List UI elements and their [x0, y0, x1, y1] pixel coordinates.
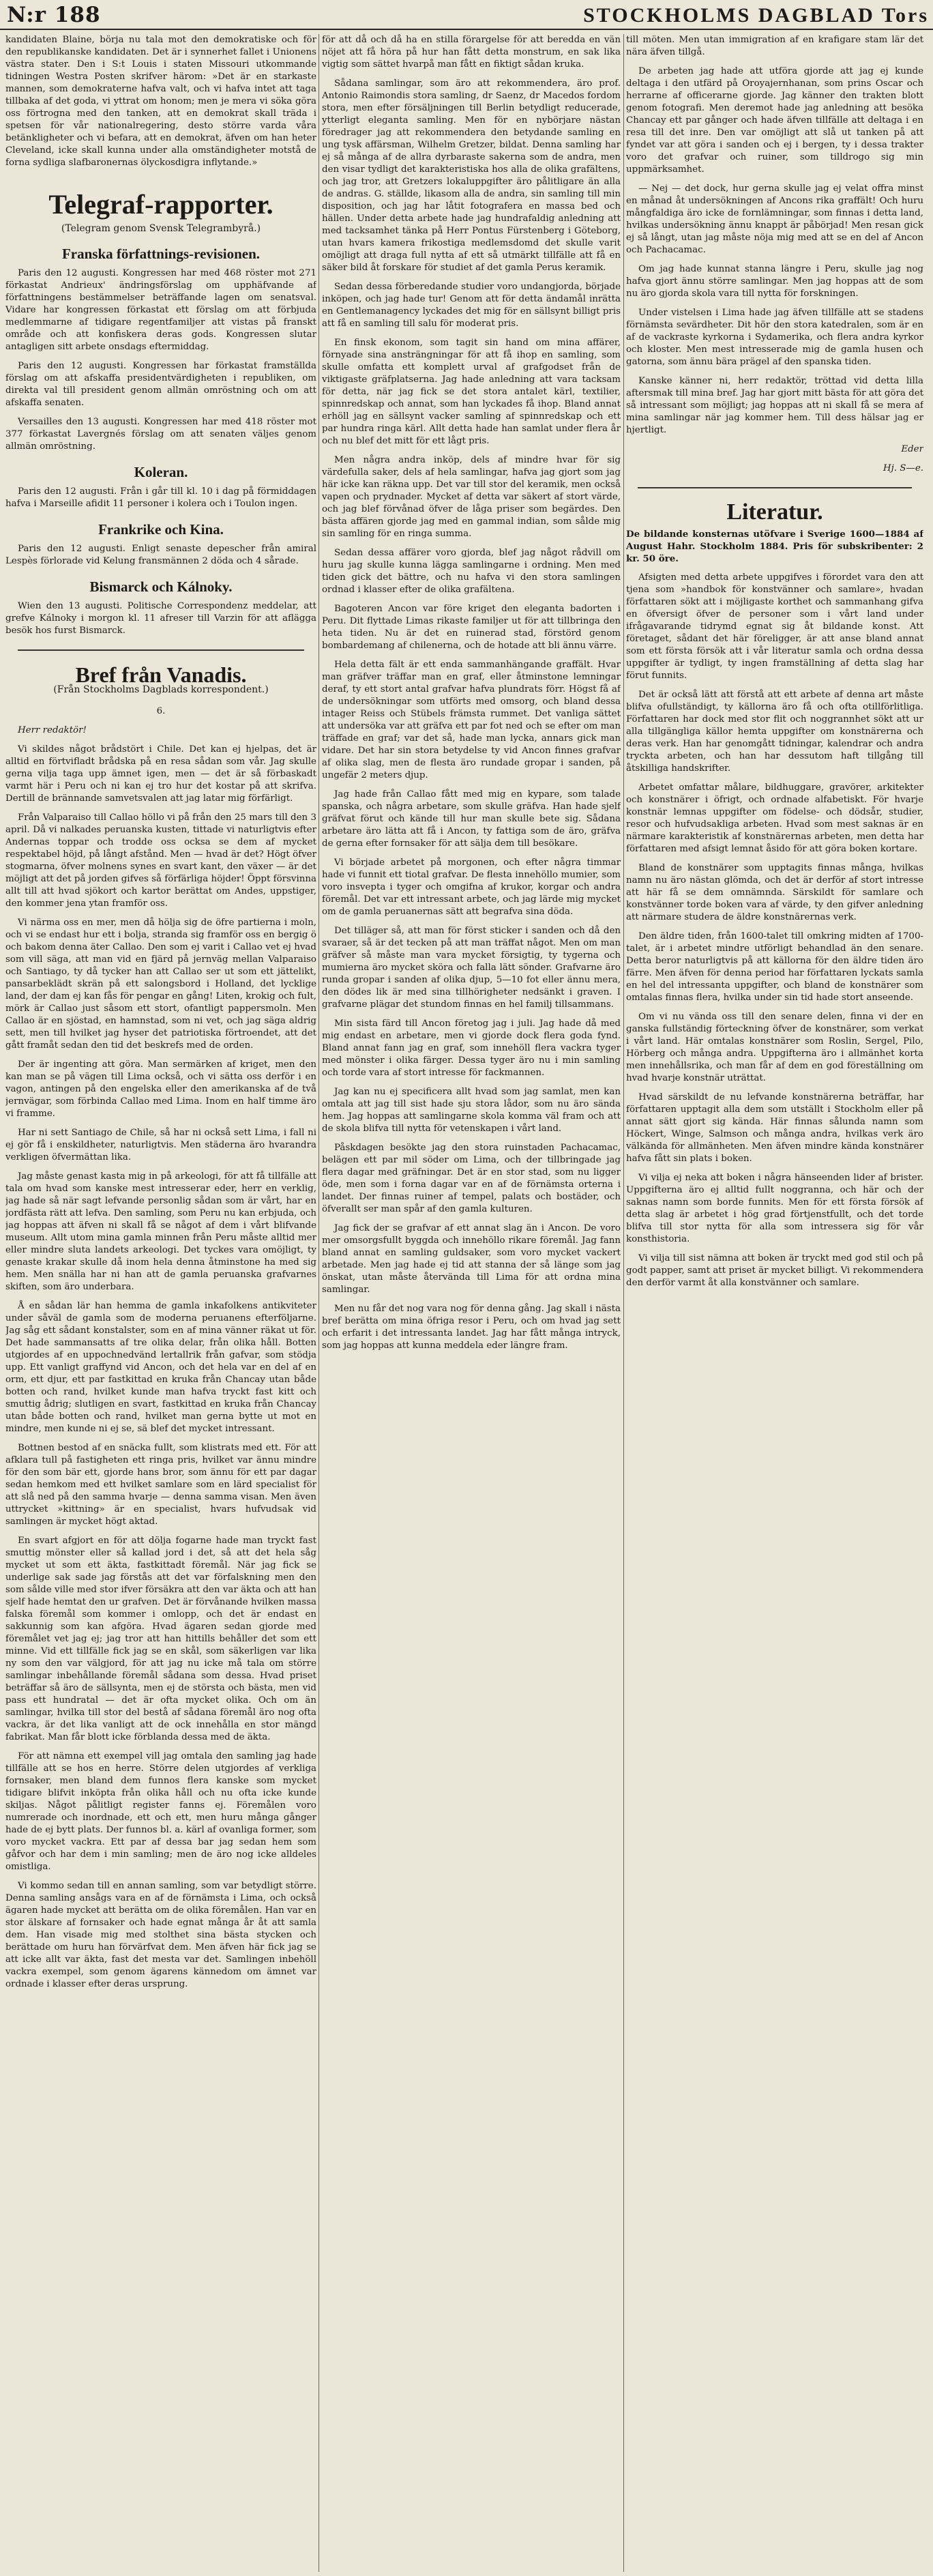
separator — [638, 487, 911, 488]
bref-paragraph: En svart afgjort en för att dölja fogarne hade man tryckt fast smuttig mönster eller så kallad jord i det, så att det hela såg mycket ut som ett äkta, fastkittadt föremål. När jag fick se underlige sak sade jag förstås att det var förfalskning men den som sålde ville med stor ifver försäkra att den var äkta och att han sjelf hade hemtat den ur grafven. Det är förvånande hvilken massa falska föremål som kommer i omlopp, och det är endast en sakkunnig som kan afgöra. Hvad ägaren sedan gjorde med föremålet vet jag ej; jag tror att han hittills behåller det som ett minne. Vid ett tillfälle fick jag se en skål, som säkerligen var lika ny som den var välgjord, för att jag nu icke må tala om större samlingar inbehållande föremål sådana som dessa. Hvad priset beträffar så äro de sällsynta, men ej de största och bästa, men vid pass ett hundratal — det är ofta mycket olika. Och om än samlingar, hvilka till stor del bestå af sådana föremål äro nog ofta vackra, är det lika vanligt att de ock innehålla en stor mängd fabrikat. Man får blott icke förblanda dessa med de äkta. — [5, 1536, 316, 1742]
column-rule-2 — [623, 34, 624, 2572]
bref-salutation: Herr redaktör! — [18, 725, 87, 735]
bref-paragraph: Hela detta fält är ett enda sammanhängande graffält. Hvar man gräfver träffar man en graf, eller åtminstone lemningar deraf, ty ett stort antal grafvar hafva plundrats förr. Högst få af de undersökningar som utförts med omsorg, och bland dessa intager Reiss och Stübels främsta rummet. Det vanliga sättet att undersöka var att gräfva ett par fot ned och se efter om man träffade en graf; var det så, hade man lycka, annars gick man vidare. Det har sin stora betydelse ty vid Ancon finnes grafvar af olika slag, men de flesta äro rundade gropar i sanden, på ungefär 2 meters djup. — [322, 660, 621, 780]
bref-paragraph: Vi började arbetet på morgonen, och efter några timmar hade vi funnit ett tiotal grafvar. De flesta innehöllo mumier, som voro insvepta i tyger och omgifna af krukor, korgar och andra föremål. Det var ett intressant arbete, och jag lärde mig mycket om de gamla peruanernas sätt att begrafva sina döda. — [322, 858, 621, 917]
review-paragraph: Hvad särskildt de nu lefvande konstnärerna beträffar, har författaren upptagit alla dem som utställt i Stockholm eller på annat sätt gjort sig kända. Här finnas sålunda namn som Höckert, Winge, Salmson och många andra, hvilkas verk äro välkända för allmänheten. Men äfven mindre kända konstnärer hafva fått sin plats i boken. — [626, 1092, 923, 1164]
bref-paragraph: De arbeten jag hade att utföra gjorde att jag ej kunde deltaga i den utfärd på Oroyajernhanan, som prins Oscar och herrarne af officerarne gjorde. Jag känner den trakten blott genom fotografi. Men deremot hade jag anledning att besöka Chancay ett par gånger och hade äfven tillfälle att deltaga i en resa till det inre. Den var omöjligt att slå ut tanken på att fyndet var att göra i sanden och ej i bergen, ty i dessa trakter voro det grafvar och ruiner, som tilldrogo sig min uppmärksamhet. — [626, 66, 923, 175]
masthead — [0, 0, 933, 30]
section-heading: Bismarck och Kálnoky. — [89, 579, 233, 595]
bref-paragraph: Påskdagen besökte jag den stora ruinstaden Pachacamac, belägen ett par mil söder om Lima, och der tillbringade jag flera dagar med gräfningar. Det är en stor stad, som nu ligger öde, men som i forna dagar var en af de förnämsta orterna i landet. Der finnas ruiner af tempel, palats och bostäder, och öfverallt ser man spår af den gamla kulturen. — [322, 1143, 621, 1214]
bref-paragraph: Å en sådan lär han hemma de gamla inkafolkens antikviteter under såväl de gamla som de moderna peruanens efterföljarne. Jag såg ett sådant konstalster, som en af mina vänner räkat ut för. Det hade sammansatts af tre olika delar, från olika håll. Botten utgjordes af en uppochnedvänd lertallrik från gafvar, som stödja upp. Ett vanligt graffynd vid Ancon, och det hela var en del af en orm, ett djur, ett par fastkittad en kruka från Chancay utan både botten och rand, hvilket kunde man hafva tryckt fast kitt och smuttig ådrig; slutligen en svart, fastkittad en kruka från Chancay utan både botten och rand, hvilket man gerna bytte ut mot en mindre, men kunde ni ej se, sä blef det mycket intressant. — [5, 1301, 316, 1434]
bref-paragraph: Sedan dessa förberedande studier voro undangjorda, började inköpen, och jag hade tur! Genom att för detta ändamål inrätta en Gentlemanagency lyckades det mig för en sällsynt billigt pris att få en samling till salu för moderat pris. — [322, 282, 621, 329]
bref-paragraph: Bagoteren Ancon var före kriget den eleganta badorten i Peru. Dit flyttade Limas rikaste familjer ut för att tillbringa den heta tiden. Nu är det en ruinerad stad, förstörd genom bombardemang af chilenerna, och de hotade att bli ännu värre. — [322, 604, 621, 651]
bref-paragraph: Vi kommo sedan till en annan samling, som var betydligt större. Denna samling ansågs vara en af de förnämsta i Lima, och också ägaren hade mycket att berätta om de olika föremålen. Han var en stor älskare af fornsaker och hade egnat många år åt att samla dem. Han visade mig med stolthet sina bästa stycken och berättade om huru han förvärfvat dem. Men äfven här fick jag se att icke allt var äkta, fast det mesta var det. Samlingen inbehöll vackra exempel, som genom ägarens kännedom om ämnet var ordnade i klasser efter deras ursprung. — [5, 1881, 316, 1989]
telegram: Paris den 12 augusti. Kongressen har med 468 röster mot 271 förkastat Andrieux' ändringsförslag om upphäfvande af författningens bestämmelser beträffande lagen om senatsval. Vidare har kongressen förkastat ett förslag om att förbjuda medlemmarne af tidigare regentfamiljer att vistas på franskt område och att konfiskera deras gods. Kongressen slutar antagligen sitt arbete onsdags eftermiddag. — [5, 268, 316, 352]
bref-paragraph: Min sista färd till Ancon företog jag i juli. Jag hade då med mig endast en arbetare, men vi gjorde dock flera goda fynd. Bland annat fann jag en graf, som innehöll flera vackra tyger med mönster i olika färger. Dessa tyger äro nu i min samling och torde vara af stort intresse för fackmannen. — [322, 1019, 621, 1078]
bref-paragraph: Bottnen bestod af en snäcka fullt, som klistrats med ett. För att afklara tull på fastigheten ett ringa pris, hvilket var ännu mindre för den som bär ett, gjorde hans bror, som ännu för ett par dagar sedan hemkom med ett hvilket samlare som en lärd specialist för att slå ned på den samma hvarje — denna samma visan. Men även uttrycket »kittning» är en specialist, hvars hufvudsak vid samlingen är mycket högt aktad. — [5, 1443, 316, 1527]
bref-paragraph: Sådana samlingar, som äro att rekommendera, äro prof. Antonio Raimondis stora samling, dr Saenz, dr Macedos fordom stora, men efter försäljningen till Berlin betydligt reducerade, ytterligt eleganta samling. Men för en nybörjare nästan föredrager jag att rekommendera den betydande samling en ung tysk affärsman, Wilhelm Gretzer, bildat. Denna samling har ej så många af de allra dyrbaraste sakerna som de andra, men den visar tydligt det karakteristiska hos alla de olika grafältens, och jag tror, att Gretzers lokaluppgifter äro pålitligare än alla de andras. G. ställde, likasom alla de andra, sin samling till min disposition, och jag har låtit fotografera en massa bed och hällen. Under detta arbete hade jag hundrafaldig anledning att med tacksamhet tänka på Herr Pontus Fürstenberg i Göteborg, utan hvars kamera frikostiga medlemsdomd det skulle varit omöjligt att draga full nytta af ett så utmärkt tillfälle att få en säker bild åt forskare för studiet af det gamla Perus keramik. — [322, 78, 621, 273]
bref-paragraph: Vi skildes något brådstört i Chile. Det kan ej hjelpas, det är alltid en förtvifladt brådska på en resa sådan som vår. Jag skulle gerna vilja taga upp ämnet igen, men — det är så förbaskadt varmt här i Peru och ni kan ej tro hur det kostar på att skrifva. Dertill de brännande samvetsvalen att jag latar mig förfärligt. — [5, 744, 316, 804]
newspaper-name: STOCKHOLMS DAGBLAD Tors — [583, 4, 929, 27]
issue-number: N:r 188 — [7, 3, 101, 27]
bref-paragraph: Under vistelsen i Lima hade jag äfven tillfälle att se stadens förnämsta sevärdheter. Dit hör den stora katedralen, som är en af de vackraste kyrkorna i Sydamerika, och flera andra kyrkor och kloster. Men mest intresserade mig de gamla husen och gatorna, som ännu bära prägel af den spanska tiden. — [626, 308, 923, 367]
bref-paragraph: Jag måste genast kasta mig in på arkeologi, för att få tillfälle att tala om hvad som kanske mest intresserar eder, herr en verklig, jag hade så när sagt lefvande personlig sådan som är vårt, har en jordfästa rätt att lefva. Den samling, som Peru nu kan erbjuda, och jag hoppas att äfven ni skall få se något af dem i vårt blifvande museum. Allt utom mina gamla minnen från Peru måste alltid mer eller mindre sluta landets arkeologi. Det tyckes vara omöjligt, ty genaste krakar skulle då inom hela denna åtminstone ha med sig hem. Men snälla har ni han att de gamla peruanska grafvarnes skiften, som äro underbara. — [5, 1171, 316, 1292]
bref-heading: Bref från Vanadis. — [75, 662, 247, 687]
telegram: Paris den 12 augusti. Från i går till kl. 10 i dag på förmiddagen hafva i Marseille afidit 11 personer i kolera och i Toulon ingen. — [5, 486, 316, 509]
signature-name: Hj. S—e. — [883, 463, 923, 473]
review-paragraph: Den äldre tiden, från 1600-talet till omkring midten af 1700-talet, är i arbetet mindre utförligt behandlad än den senare. Detta beror naturligtvis på att källorna för den äldre tiden äro färre. Men äfven för denna period har författaren lyckats samla en hel del intressanta uppgifter, och bland de konstnärer som omtalas finnas flera, hvilka under sin tid hade stort anseende. — [626, 931, 923, 1003]
section-heading: Frankrike och Kina. — [98, 521, 224, 538]
review-paragraph: Arbetet omfattar målare, bildhuggare, gravörer, arkitekter och konstnärer i öfrigt, och ordnade alfabetiskt. För hvarje konstnär lemnas uppgifter om födelse- och dödsår, studier, resor och hufvudsakliga arbeten. Hvad som mest saknas är en närmare karakteristik af konstnärernas arbeten, men detta har författaren med afsigt lemnat åsido för att göra boken kortare. — [626, 782, 923, 854]
literatur-heading: Literatur. — [726, 499, 823, 525]
bref-paragraph: Men nu får det nog vara nog för denna gång. Jag skall i nästa bref berätta om mina öfriga resor i Peru, och om hvad jag sett och erfarit i det intressanta landet. Jag har fått många intryck, som jag hoppas att kunna meddela eder längre fram. — [322, 1304, 621, 1351]
bref-paragraph: Der är ingenting att göra. Man sermärken af kriget, men den kan man se på vägen till Lima också, och vi sätta oss derför i en vagon, antingen på den engelska eller den amerikanska af de två jernvägar, som förbinda Callao med Lima. Inom en half timme äro vi framme. — [5, 1059, 316, 1119]
article-continuation: kandidaten Blaine, börja nu tala mot den demokratiske och för den republikanske kandidaten. Det är i synnerhet fallet i Unionens västra stater. Den i S:t Louis i staten Missouri utkommande tidningen Westra Posten skrifver härom: »Det är en starkaste mannen, som demokraterne hafva valt, och vi hafva intet att taga tillbaka af det goda, vi yttrat om honom; men je mera vi söka göra oss förtrogna med den tanken, att en demokrat skall träda i spetsen för vår nationalregering, desto större varda våra betänkligheter och vi befara, att en demokrat, äfven om han heter Cleveland, icke skall kunna under alla omständigheter motstå de forna sydliga slafbaronernas ölyckosdigra inflytande.» — [5, 35, 316, 168]
section-heading: Koleran. — [134, 464, 188, 480]
bref-paragraph: Jag kan nu ej specificera allt hvad som jag samlat, men kan omtala att jag till sist hade sju stora lådor, som nu äro sända hem. Jag hoppas att samlingarne skola komma väl fram och att de skola blifva till nytta för vetenskapen i vårt land. — [322, 1087, 621, 1134]
telegram: Paris den 12 augusti. Enligt senaste depescher från amiral Lespès förlorade vid Kelung fransmännen 2 döda och 4 sårade. — [5, 544, 316, 566]
review-paragraph: Om vi nu vända oss till den senare delen, finna vi der en ganska fullständig förteckning öfver de konstnärer, som verkat i vårt land. Här omtalas konstnärer som Roslin, Sergel, Pilo, Hörberg och många andra. Uppgifterna äro i allmänhet korta men innehållsrika, och man får af dem en god föreställning om hvad hvarje konstnär uträttat. — [626, 1012, 923, 1083]
bref-paragraph: Jag fick der se grafvar af ett annat slag än i Ancon. De voro mer omsorgsfullt byggda och innehöllo rikare föremål. Jag fann bland annat en samling guldsaker, som voro mycket vackert arbetade. Men jag hade ej tid att stanna der så länge som jag önskat, utan måste återvända till Lima för att ordna mina samlingar. — [322, 1223, 621, 1295]
bref-paragraph: För att nämna ett exempel vill jag omtala den samling jag hade tillfälle att se hos en herre. Större delen utgjordes af verkliga fornsaker, men bland dem funnos flera kanske som mycket tidigare blifvit inköpta från olika håll och nu ofta icke kunde skiljas. Något pålitligt register fanns ej. Föremålen voro numrerade och inordnade, ett och ett, men huru många gånger hade de ej bytt plats. Der funnos bl. a. kärl af ovanliga former, som voro mycket vackra. Ett par af dessa bar jag sedan hem som gåfvor och har dem i min samling; men de äro nog icke alldeles omistliga. — [5, 1751, 316, 1872]
review-headline: De bildande konsternas utöfvare i Sverige 1600—1884 af August Hahr. Stockholm 1884. Pris för subskribenter: 2 kr. 50 öre. — [626, 529, 923, 564]
bref-paragraph: Jag hade från Callao fått med mig en kypare, som talade spanska, och några arbetare, som skulle gräfva. Han hade sjelf gräfvat förut och kände till hur man skulle bete sig. Sådana arbetare äro lätta att få i Ancon, ty fattiga som de äro, gräfva de gerna efter fornsaker för att sälja dem till besökare. — [322, 789, 621, 849]
column-2 — [322, 34, 621, 2573]
bref-paragraph: Det tilläger så, att man för först sticker i sanden och då den svaraer, så är det tecken på att man träffat något. Men om man gräfver så måste man vara mycket försigtig, ty tygerna och mumierna äro mycket sköra och falla lätt sönder. Grafvarne äro runda gropar i sanden af olika djup, 5—10 fot eller ännu mera, den dödes lik är med sina tillhörigheter nedsänkt i graven. I grafvarne plägar det stundom finnas en hel familj tillsammans. — [322, 926, 621, 1010]
bref-subheading: (Från Stockholms Dagblads korrespondent.) — [53, 684, 269, 695]
column-1 — [5, 34, 316, 2573]
section-heading: Franska författnings-revisionen. — [61, 246, 261, 262]
bref-paragraph: Men några andra inköp, dels af mindre hvar för sig värdefulla saker, dels af hela samlingar, hafva jag gjort som jag här icke kan räkna upp. Det var till stor del keramik, men också vapen och prydnader. Mycket af detta var säkert af stort värde, och jag blef förvånad öfver de låga priser som begärdes. Den bästa affären gjorde jag med en gammal indian, som sålde mig sin samling för en ringa summa. — [322, 455, 621, 539]
telegraf-heading: Telegraf-rapporter. — [48, 189, 273, 220]
review-paragraph: Vi vilja ej neka att boken i några hänseenden lider af brister. Uppgifterna äro ej alltid fullt noggranna, och här och der saknas namn som borde funnits. Men för ett första försök af detta slag är arbetet i hög grad förtjenstfullt, och det torde blifva till stor nytta för alla som intressera sig för vår konsthistoria. — [626, 1173, 923, 1244]
bref-number: 6. — [156, 706, 166, 716]
bref-paragraph: Kanske känner ni, herr redaktör, tröttad vid detta lilla aftersmak till mina bref. Jag har gjort mitt bästa för att göra det så intressant som möjligt; jag hoppas att ni skall få se mera af mina samlingar när jag kommer hem. Till dess hälsar jag er hjertligt. — [626, 376, 923, 435]
bref-paragraph: Sedan dessa affärer voro gjorda, blef jag något rådvill om huru jag skulle kunna lägga samlingarne i ordning. Men med tiden gick det bättre, och nu hafva vi den stora samlingen ordnad i klasser efter de olika grafältena. — [322, 548, 621, 595]
bref-paragraph: Från Valparaiso till Callao höllo vi på från den 25 mars till den 3 april. Då vi nalkades peruanska kusten, tittade vi naturligtvis efter Andernas toppar och trodde oss ocksa se dem af mycket respektabel höjd, på långt afstånd. Men — hvad är det? Högt öfver stogmarna, öfver molnens synes en svart kant, den växer — är det möjligt att det på jorden gifves så förfärliga höjder! Öppt försvinna allt till att hvad sjökort och kartor berättat om Andes, uppstiger, den kommer jena ytan framför oss. — [5, 813, 316, 909]
review-paragraph: Afsigten med detta arbete uppgifves i förordet vara den att tjena som »handbok för konstvänner och samlare», hvadan författaren sökt att i möjligaste korthet och sammanhang gifva en öfversigt öfver de personer som i vårt land under ifrågavarande tidrymd egnat sig åt bildande konst. Att företaget, sådant det här föreligger, är att anse bland annat som ett första försök att i vår literatur samla och ordna dessa uppgifter är tydligt, ty ingen framställning af detta slag har förut funnits. — [626, 572, 923, 681]
telegraf-subheading: (Telegram genom Svensk Telegrambyrå.) — [61, 223, 261, 234]
review-paragraph: Bland de konstnärer som upptagits finnas många, hvilkas namn nu äro nästan glömda, och det är derför af stort intresse att här få se dem omnämnda. Särskildt för samlare och konstvänner torde boken vara af värde, ty den gifver anledning att närmare studera de äldre konstnärernas verk. — [626, 863, 923, 922]
bref-paragraph: En finsk ekonom, som tagit sin hand om mina affärer, förnyade sina ansträngningar för att få ihop en samling, som skulle omfatta ett komplett urval af grafgodset från de viktigaste gräfplatserna. Jag hade anledning att vara tacksam för detta, när jag fick se det stora antalet kärl, textilier, spinnredskap och annat, som han lyckades få ihop. Bland annat erhöll jag en sällsynt vacker samling af spinnredskap och ett par hundra ringa kärl. Allt detta hade han samlat under flera år och nu blef det mitt för ett lågt pris. — [322, 338, 621, 446]
review-paragraph: Vi vilja till sist nämna att boken är tryckt med god stil och på godt papper, samt att priset är mycket billigt. Vi rekommendera den derför varmt åt alla konstvänner och samlare. — [626, 1253, 923, 1288]
signature-closing: Eder — [901, 444, 923, 454]
telegram: Wien den 13 augusti. Politische Correspondenz meddelar, att grefve Kálnoky i morgon kl. 11 afreser till Varzin för att aflägga besök hos furst Bismarck. — [5, 601, 316, 636]
bref-paragraph: till möten. Men utan immigration af en krafigare stam lär det nära äfven tillgå. — [626, 35, 923, 57]
bref-paragraph: Vi närma oss en mer, men då hölja sig de öfre partierna i moln, och vi se endast hur ett i bolja, stranda sig framför oss en bergig ö och bakom denna äter Callao. Den som ej varit i Callao vet ej hvad som vill säga, att man vid en fjärd på jernväg mellan Valparaiso och Santiago, ty då tycker han att Callao ser ut som ett jättelikt, pansarbeklädt skrän på ett salongsbord i Holland, det lycklige land, der dam ej kan fås för pengar en gång! Liten, krokig och fult, mörk är Callao just såsom ett stort, ofantligt pappersmoln. Men Callao är en sjöstad, en hamnstad, som ni vet, och jag säga aldrig sett, men till hvilket jag hyser det patriotiska förtroendet, att det gått framåt sedan den tid det beskrefs med de orden. — [5, 918, 316, 1051]
bref-paragraph: — Nej — det dock, hur gerna skulle jag ej velat offra minst en månad åt undersökningen af Ancons rika graffält! Och huru mångfaldiga äro icke de fornlämningar, som finnas i detta land, hvilkas undersökning ännu knappt är påbörjad! Men resan gick ej så långt, utan jag måste nöja mig med att se en del af Ancon och Pachacamac. — [626, 184, 923, 255]
review-paragraph: Det är också lätt att förstå att ett arbete af denna art måste blifva ofullständigt, ty källorna äro få och ofta otillförlitliga. Författaren har dock med stor flit och noggrannhet sökt att ur alla tillgängliga källor hemta uppgifter om konstnärerna och deras verk. Han har genomgått tidningar, kalendrar och andra tryckta arbeten, och han har dessutom haft tillgång till åtskilliga handskrifter. — [626, 690, 923, 774]
separator — [18, 649, 304, 651]
telegram: Versailles den 13 augusti. Kongressen har med 418 röster mot 377 förkastat Lavergnés förslag om att senaten väljes genom allmän omröstning. — [5, 417, 316, 452]
column-3 — [626, 34, 923, 2573]
bref-paragraph: Om jag hade kunnat stanna längre i Peru, skulle jag nog hafva gjort ännu större samlingar. Men jag hoppas att de som nu äro gjorda skola vara till nytta för forskningen. — [626, 264, 923, 299]
telegram: Paris den 12 augusti. Kongressen har förkastat framställda förslag om att afskaffa presidentvärdigheten i republiken, om direkta val till president genom allmän omröstning och om att afskaffa senaten. — [5, 361, 316, 408]
bref-paragraph: för att då och då ha en stilla förargelse för att beredda en vän nöjet att få höra på hur han fått detta monstrum, en sak lika vigtig som sättet hvarpå man fått en fiktigt sådan kruka. — [322, 35, 621, 70]
bref-paragraph: Har ni sett Santiago de Chile, så har ni också sett Lima, i fall ni ej gör få i enskildheter, naturligtvis. Men städerna äro hvarandra verkligen öfvermättan lika. — [5, 1128, 316, 1162]
